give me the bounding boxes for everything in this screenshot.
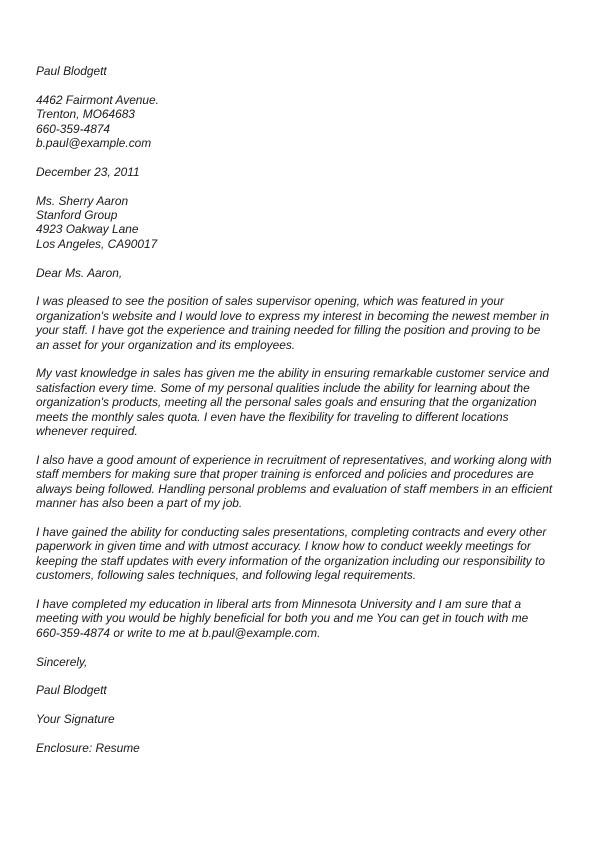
recipient-company: Stanford Group [36, 208, 118, 223]
paragraph-line: I also have a good amount of experience in recruitment of representatives, and working along with [36, 452, 552, 467]
paragraph-line: 660-359-4874 or write to me at b.paul@example.com. [36, 625, 321, 640]
paragraph-line: keeping the staff updates with every information of the organization including our responsibility to [36, 553, 545, 568]
body-paragraph-5 [36, 597, 566, 640]
sender-street: 4462 Fairmont Avenue. [36, 92, 159, 107]
salutation: Dear Ms. Aaron, [36, 265, 123, 280]
paragraph-line: customers, following sales techniques, and following legal requirements. [36, 568, 417, 583]
body-paragraph-4 [36, 525, 566, 583]
recipient-block [36, 194, 566, 252]
paragraph-line: manner has also been a part of my job. [36, 496, 243, 511]
paragraph-line: I have completed my education in liberal arts from Minnesota University and I am sure that a [36, 596, 522, 611]
enclosure-note: Enclosure: Resume [36, 740, 140, 755]
recipient-name: Ms. Sherry Aaron [36, 193, 129, 208]
sender-name: Paul Blodgett [36, 64, 107, 78]
signature-name: Paul Blodgett [36, 683, 107, 698]
paragraph-line: meeting with you would be highly beneficial for both you and me You can get in touch with me [36, 611, 529, 626]
paragraph-line: staff members for making sure that proper training is enforced and policies and procedures are [36, 467, 534, 482]
body-paragraph-3 [36, 453, 566, 511]
paragraph-line: an asset for your organization and its employees. [36, 337, 296, 352]
recipient-street: 4923 Oakway Lane [36, 222, 139, 237]
letter-date: December 23, 2011 [36, 164, 140, 179]
paragraph-line: whenever required. [36, 424, 138, 439]
cover-letter [36, 64, 566, 755]
paragraph-line: organization's products, meeting all the personal sales goals and ensuring that the organization [36, 395, 537, 410]
paragraph-line: organization's website and I would love to express my interest in becoming the newest member in [36, 308, 550, 323]
paragraph-line: meets the monthly sales quota. I even have the flexibility for traveling to different locations [36, 409, 509, 424]
sender-city: Trenton, MO64683 [36, 107, 135, 122]
paragraph-line: your staff. I have got the experience and training needed for filling the position and proving to be [36, 323, 541, 338]
paragraph-line: always being followed. Handling personal problems and evaluation of staff members in an efficient [36, 481, 553, 496]
body-paragraph-2 [36, 366, 566, 438]
recipient-city: Los Angeles, CA90017 [36, 236, 158, 251]
paragraph-line: My vast knowledge in sales has given me the ability in ensuring remarkable customer service and [36, 366, 549, 381]
signature-line: Your Signature [36, 712, 115, 727]
body-paragraph-1 [36, 294, 566, 352]
paragraph-line: I have gained the ability for conducting sales presentations, completing contracts and every other [36, 524, 547, 539]
closing: Sincerely, [36, 654, 88, 669]
sender-block [36, 64, 566, 150]
paragraph-line: satisfaction every time. Some of my personal qualities include the ability for learning about the [36, 380, 530, 395]
sender-phone: 660-359-4874 [36, 121, 111, 136]
sender-email: b.paul@example.com [36, 136, 152, 151]
paragraph-line: paperwork in given time and with utmost accuracy. I know how to conduct weekly meetings for [36, 539, 531, 554]
paragraph-line: I was pleased to see the position of sales supervisor opening, which was featured in your [36, 294, 504, 309]
